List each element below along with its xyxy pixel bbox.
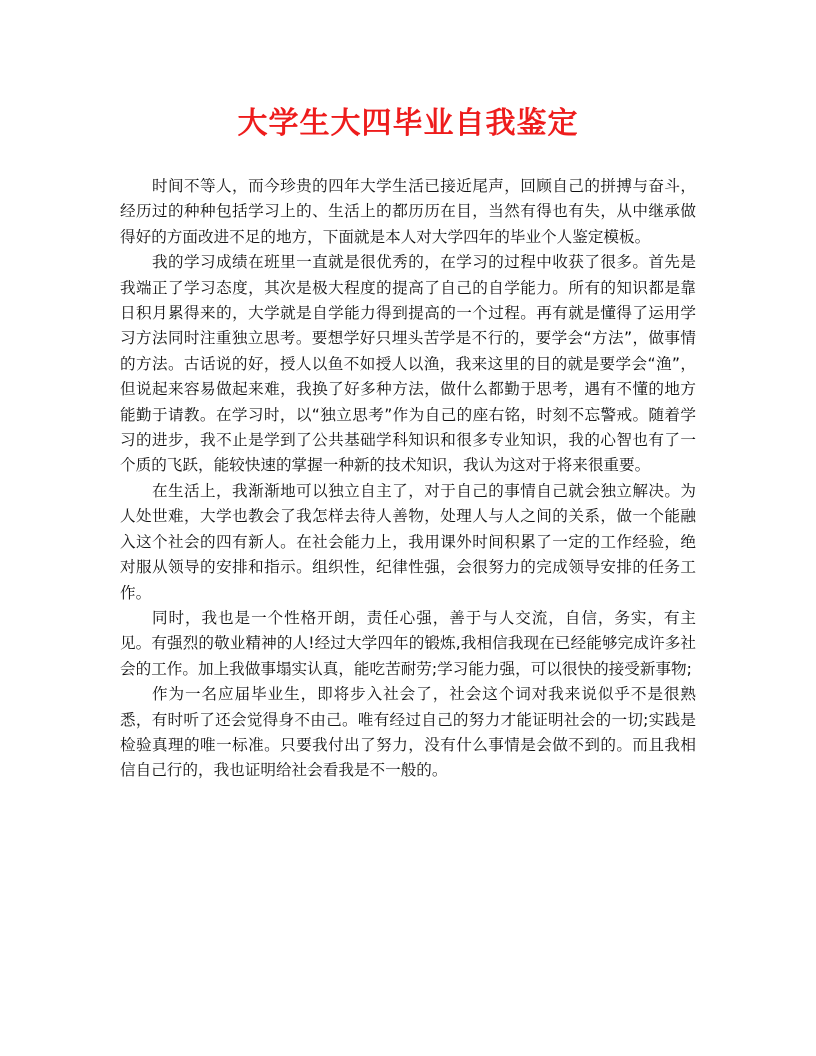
document-body bbox=[120, 174, 696, 784]
paragraph-study: 我的学习成绩在班里一直就是很优秀的，在学习的过程中收获了很多。首先是我端正了学习态度，其次是极大程度的提高了自己的自学能力。所有的知识都是靠日积月累得来的，大学就是自学能力得到提高的一个过程。再有就是懂得了运用学习方法同时注重独立思考。要想学好只埋头苦学是不行的，要学会“方法”，做事情的方法。古话说的好，授人以鱼不如授人以渔，我来这里的目的就是要学会“渔”，但说起来容易做起来难，我换了好多种方法，做什么都勤于思考，遇有不懂的地方能勤于请教。在学习时，以“独立思考”作为自己的座右铭，时刻不忘警戒。随着学习的进步，我不止是学到了公共基础学科知识和很多专业知识，我的心智也有了一个质的飞跃，能较快速的掌握一种新的技术知识，我认为这对于将来很重要。 bbox=[120, 253, 696, 475]
paragraph-intro: 时间不等人，而今珍贵的四年大学生活已接近尾声，回顾自己的拼搏与奋斗，经历过的种种包括学习上的、生活上的都历历在目，当然有得也有失，从中继承做得好的方面改进不足的地方，下面就是本人对大学四年的毕业个人鉴定模板。 bbox=[120, 177, 696, 246]
paragraph-personality: 同时，我也是一个性格开朗，责任心强，善于与人交流，自信，务实，有主见。有强烈的敬业精神的人!经过大学四年的锻炼,我相信我现在已经能够完成许多社会的工作。加上我做事塌实认真，能吃苦耐劳;学习能力强，可以很快的接受新事物; bbox=[120, 608, 696, 678]
document-title: 大学生大四毕业自我鉴定 bbox=[237, 106, 579, 141]
paragraph-life: 在生活上，我渐渐地可以独立自主了，对于自己的事情自己就会独立解决。为人处世难，大学也教会了我怎样去待人善物，处理人与人之间的关系，做一个能融入这个社会的四有新人。在社会能力上，我用课外时间积累了一定的工作经验，绝对服从领导的安排和指示。组织性，纪律性强，会很努力的完成领导安排的任务工作。 bbox=[120, 481, 696, 602]
paragraph-graduate: 作为一名应届毕业生，即将步入社会了，社会这个词对我来说似乎不是很熟悉，有时听了还会觉得身不由己。唯有经过自己的努力才能证明社会的一切;实践是检验真理的唯一标准。只要我付出了努力，没有什么事情是会做不到的。而且我相信自己行的，我也证明给社会看我是不一般的。 bbox=[120, 685, 696, 780]
